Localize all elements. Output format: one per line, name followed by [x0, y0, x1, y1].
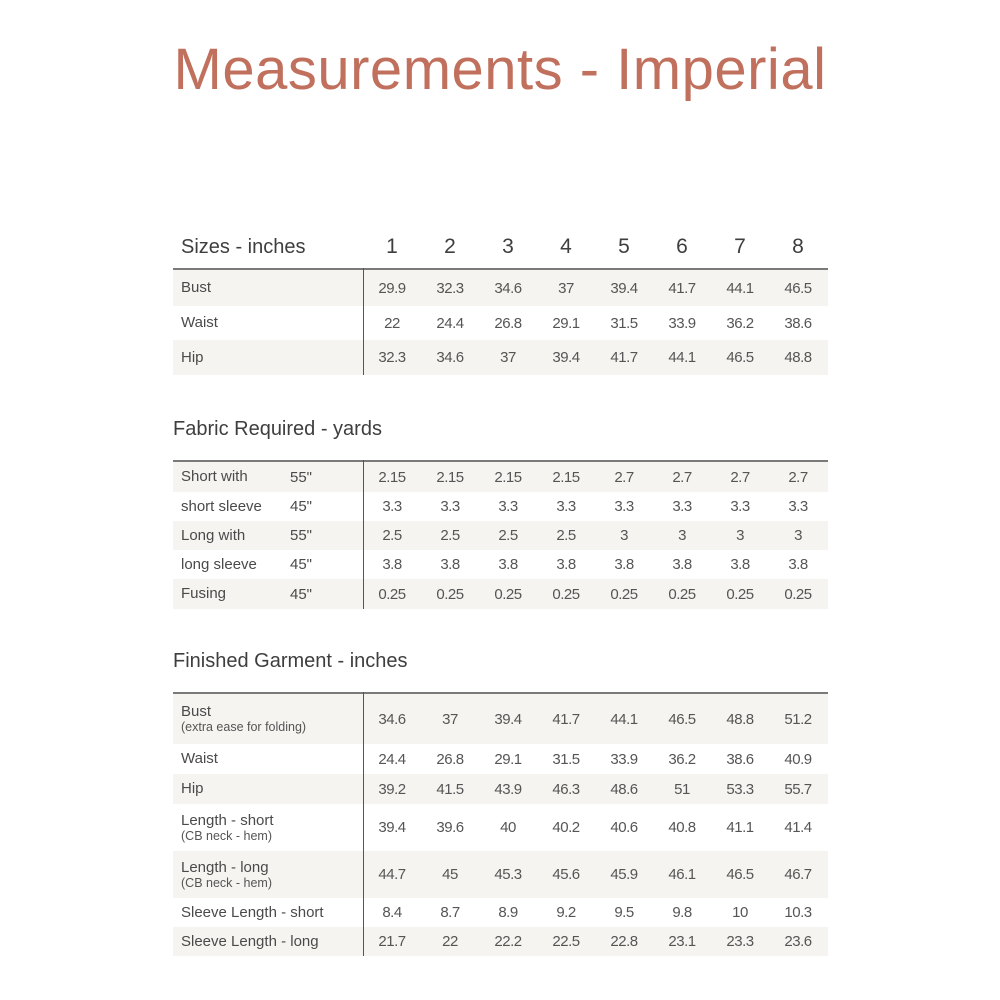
- fabric-table-title: Fabric Required - yards: [173, 418, 382, 440]
- cell-size-6: 46.1: [668, 866, 696, 883]
- cell-size-4: 22.5: [552, 933, 580, 950]
- row-label-text: Length - long: [181, 858, 269, 876]
- cell-size-7: 46.5: [726, 349, 754, 366]
- cell-size-8: 38.6: [784, 314, 812, 332]
- cell-size-8: 3.8: [788, 556, 808, 573]
- cell-size-6: 40.8: [668, 819, 696, 836]
- cell-size-1: 22: [384, 314, 400, 332]
- cell-size-8: 46.7: [784, 866, 812, 883]
- cell-size-2: 32.3: [436, 279, 464, 297]
- table-row: [173, 270, 828, 306]
- cell-size-6: 2.7: [672, 468, 692, 486]
- cell-size-5: 33.9: [610, 750, 638, 768]
- size-header-4: 4: [560, 235, 572, 258]
- fabric-width: 45": [290, 556, 313, 573]
- cell-size-7: 23.3: [726, 933, 754, 950]
- cell-size-1: 21.7: [378, 933, 406, 950]
- cell-size-2: 22: [442, 933, 458, 950]
- table-row: [173, 774, 828, 804]
- table-row: [173, 694, 828, 744]
- cell-size-7: 53.3: [726, 780, 754, 798]
- cell-size-6: 3.8: [672, 556, 692, 573]
- row-label-text: short sleeve: [181, 497, 262, 515]
- cell-size-2: 41.5: [436, 780, 464, 798]
- size-header-2: 2: [444, 235, 456, 258]
- cell-size-3: 2.5: [498, 527, 518, 544]
- fabric-width: 45": [290, 498, 313, 515]
- cell-size-8: 41.4: [784, 819, 812, 836]
- cell-size-8: 40.9: [784, 750, 812, 768]
- cell-size-1: 2.15: [378, 468, 406, 486]
- cell-size-8: 46.5: [784, 279, 812, 297]
- sizes-table-title: Sizes - inches: [181, 236, 306, 258]
- cell-size-7: 10: [732, 904, 748, 921]
- cell-size-4: 46.3: [552, 780, 580, 798]
- cell-size-4: 40.2: [552, 819, 580, 836]
- table-row: [173, 306, 828, 340]
- cell-size-7: 0.25: [726, 585, 754, 603]
- cell-size-3: 45.3: [494, 866, 522, 883]
- cell-size-5: 3.3: [614, 498, 634, 515]
- row-label: [181, 270, 211, 306]
- cell-size-8: 48.8: [784, 349, 812, 366]
- size-header-6: 6: [676, 235, 688, 258]
- cell-size-8: 3: [794, 527, 802, 544]
- cell-size-3: 29.1: [494, 750, 522, 768]
- cell-size-5: 45.9: [610, 866, 638, 883]
- cell-size-6: 3: [678, 527, 686, 544]
- table-row: [173, 492, 828, 521]
- table-row: [173, 898, 828, 927]
- cell-size-1: 29.9: [378, 279, 406, 297]
- row-label: [181, 340, 204, 375]
- cell-size-5: 41.7: [610, 349, 638, 366]
- cell-size-7: 3.8: [730, 556, 750, 573]
- cell-size-6: 33.9: [668, 314, 696, 332]
- cell-size-5: 44.1: [610, 710, 638, 728]
- cell-size-4: 3.8: [556, 556, 576, 573]
- cell-size-7: 44.1: [726, 279, 754, 297]
- cell-size-7: 48.8: [726, 710, 754, 728]
- row-label-text: Bust: [181, 279, 212, 296]
- row-label: [181, 306, 218, 340]
- cell-size-3: 34.6: [494, 279, 522, 297]
- cell-size-5: 2.7: [614, 468, 634, 486]
- cell-size-3: 22.2: [494, 933, 522, 950]
- column-divider: [363, 692, 364, 956]
- row-label-text: Hip: [181, 348, 204, 366]
- cell-size-4: 2.15: [552, 468, 580, 486]
- cell-size-2: 2.15: [436, 468, 464, 486]
- row-label-text: Waist: [181, 750, 218, 767]
- cell-size-3: 0.25: [494, 585, 522, 603]
- cell-size-4: 45.6: [552, 866, 580, 883]
- cell-size-1: 32.3: [378, 349, 406, 366]
- row-label-text: Hip: [181, 780, 204, 797]
- cell-size-1: 8.4: [382, 904, 402, 921]
- column-divider: [363, 460, 364, 609]
- cell-size-2: 8.7: [440, 904, 460, 921]
- table-row: [173, 462, 828, 492]
- cell-size-2: 39.6: [436, 819, 464, 836]
- cell-size-4: 0.25: [552, 585, 580, 603]
- cell-size-8: 51.2: [784, 710, 812, 728]
- finished-table-title: Finished Garment - inches: [173, 650, 408, 672]
- cell-size-5: 22.8: [610, 933, 638, 950]
- table-row: [173, 521, 828, 550]
- cell-size-7: 41.1: [726, 819, 754, 836]
- cell-size-4: 9.2: [556, 904, 576, 921]
- cell-size-4: 37: [558, 279, 574, 297]
- cell-size-3: 3.3: [498, 498, 518, 515]
- column-divider: [363, 268, 364, 375]
- cell-size-6: 46.5: [668, 710, 696, 728]
- row-label: [181, 579, 226, 609]
- row-label-text: Sleeve Length - short: [181, 903, 324, 921]
- row-label-text: Length - short: [181, 811, 274, 829]
- cell-size-5: 3.8: [614, 556, 634, 573]
- cell-size-3: 43.9: [494, 780, 522, 798]
- size-header-8: 8: [792, 235, 804, 258]
- row-label: [181, 521, 245, 550]
- cell-size-6: 23.1: [668, 933, 696, 950]
- row-label: [181, 774, 204, 804]
- table-row: [173, 340, 828, 375]
- cell-size-5: 9.5: [614, 904, 634, 921]
- row-label: [181, 898, 324, 927]
- row-label: [181, 694, 306, 744]
- row-label-text: Long with: [181, 526, 246, 544]
- size-header-5: 5: [618, 235, 630, 258]
- fabric-width: 55": [290, 468, 313, 486]
- cell-size-3: 37: [500, 349, 516, 366]
- cell-size-1: 44.7: [378, 866, 406, 883]
- cell-size-2: 3.3: [440, 498, 460, 515]
- row-sublabel: (extra ease for folding): [181, 720, 307, 735]
- cell-size-2: 26.8: [436, 750, 464, 768]
- row-label: [181, 927, 319, 956]
- cell-size-4: 39.4: [552, 349, 580, 366]
- cell-size-5: 40.6: [610, 819, 638, 836]
- table-row: [173, 927, 828, 956]
- cell-size-2: 3.8: [440, 556, 460, 573]
- cell-size-7: 3: [736, 527, 744, 544]
- cell-size-1: 3.8: [382, 556, 402, 573]
- row-label: [181, 744, 218, 774]
- cell-size-2: 0.25: [436, 585, 464, 603]
- cell-size-1: 0.25: [378, 585, 406, 603]
- cell-size-2: 37: [442, 710, 458, 728]
- cell-size-1: 2.5: [382, 527, 402, 544]
- cell-size-1: 34.6: [378, 710, 406, 728]
- cell-size-7: 46.5: [726, 866, 754, 883]
- cell-size-2: 24.4: [436, 314, 464, 332]
- cell-size-8: 2.7: [788, 468, 808, 486]
- row-label-text: Waist: [181, 314, 218, 331]
- cell-size-4: 31.5: [552, 750, 580, 768]
- cell-size-5: 48.6: [610, 780, 638, 798]
- table-row: [173, 851, 828, 898]
- cell-size-2: 2.5: [440, 527, 460, 544]
- cell-size-6: 41.7: [668, 279, 696, 297]
- cell-size-6: 9.8: [672, 904, 692, 921]
- cell-size-3: 39.4: [494, 710, 522, 728]
- table-row: [173, 550, 828, 579]
- row-sublabel: (CB neck - hem): [181, 828, 272, 843]
- cell-size-2: 34.6: [436, 349, 464, 366]
- cell-size-3: 3.8: [498, 556, 518, 573]
- cell-size-8: 23.6: [784, 933, 812, 950]
- cell-size-7: 38.6: [726, 750, 754, 768]
- cell-size-8: 3.3: [788, 498, 808, 515]
- table-row: [173, 579, 828, 609]
- size-header-7: 7: [734, 235, 746, 258]
- row-label: [181, 851, 272, 898]
- row-label-text: Sleeve Length - long: [181, 932, 319, 950]
- fabric-width: 45": [290, 585, 313, 603]
- cell-size-4: 3.3: [556, 498, 576, 515]
- cell-size-3: 2.15: [494, 468, 522, 486]
- size-header-3: 3: [502, 235, 514, 258]
- page-title: Measurements - Imperial: [173, 37, 827, 102]
- cell-size-1: 3.3: [382, 498, 402, 515]
- cell-size-3: 40: [500, 819, 516, 836]
- cell-size-6: 44.1: [668, 349, 696, 366]
- cell-size-4: 41.7: [552, 710, 580, 728]
- row-label-text: long sleeve: [181, 555, 257, 573]
- row-label: [181, 804, 274, 851]
- table-row: [173, 744, 828, 774]
- row-label-text: Short with: [181, 468, 248, 485]
- cell-size-5: 31.5: [610, 314, 638, 332]
- row-label: [181, 492, 262, 521]
- cell-size-1: 39.4: [378, 819, 406, 836]
- cell-size-3: 26.8: [494, 314, 522, 332]
- cell-size-5: 3: [620, 527, 628, 544]
- cell-size-8: 10.3: [784, 904, 812, 921]
- cell-size-6: 0.25: [668, 585, 696, 603]
- cell-size-5: 39.4: [610, 279, 638, 297]
- cell-size-8: 0.25: [784, 585, 812, 603]
- cell-size-1: 39.2: [378, 780, 406, 798]
- cell-size-4: 29.1: [552, 314, 580, 332]
- cell-size-1: 24.4: [378, 750, 406, 768]
- size-header-1: 1: [386, 235, 398, 258]
- cell-size-6: 36.2: [668, 750, 696, 768]
- cell-size-7: 2.7: [730, 468, 750, 486]
- cell-size-4: 2.5: [556, 527, 576, 544]
- row-label-text: Fusing: [181, 585, 227, 602]
- fabric-width: 55": [290, 527, 313, 544]
- cell-size-2: 45: [442, 866, 458, 883]
- cell-size-6: 3.3: [672, 498, 692, 515]
- cell-size-5: 0.25: [610, 585, 638, 603]
- row-label: [181, 462, 248, 492]
- row-sublabel: (CB neck - hem): [181, 875, 272, 890]
- row-label-text: Bust: [181, 703, 212, 721]
- row-label: [181, 550, 257, 579]
- cell-size-8: 55.7: [784, 780, 812, 798]
- table-row: [173, 804, 828, 851]
- cell-size-6: 51: [674, 780, 690, 798]
- cell-size-7: 36.2: [726, 314, 754, 332]
- cell-size-3: 8.9: [498, 904, 518, 921]
- cell-size-7: 3.3: [730, 498, 750, 515]
